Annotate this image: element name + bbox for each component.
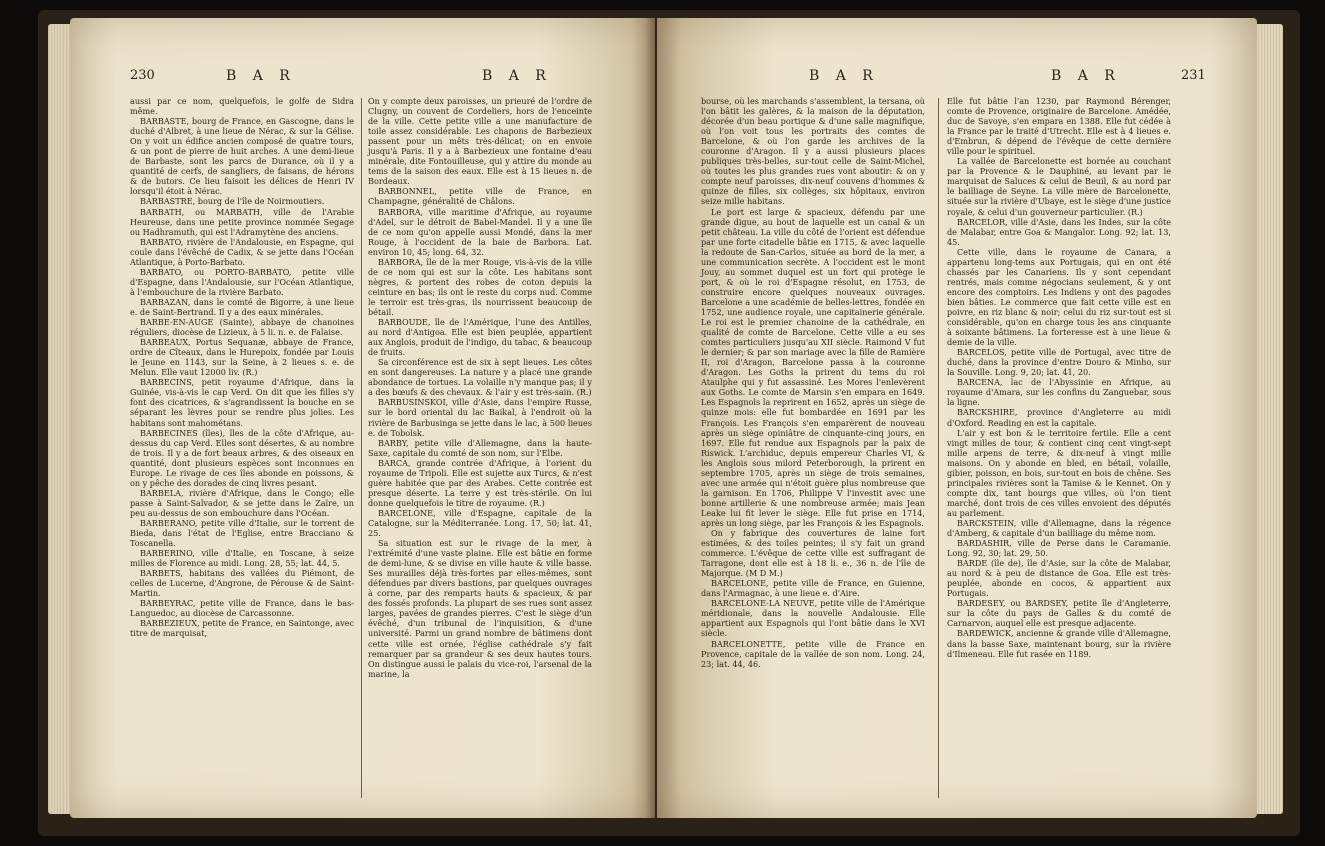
- dictionary-entry: BARCELONE, ville d'Espagne, capitale de la Catalogne, sur la Méditerranée. Long. 17, 50; lat. 41, 25.: [368, 507, 592, 539]
- dictionary-entry: BARCENA, lac de l'Abyssinie en Afrique, au royaume d'Amara, sur les confins du Zanguebar, sous la ligne.: [947, 377, 1171, 408]
- left-page-column-2: [368, 96, 592, 679]
- dictionary-entry: BARBOUDE, île de l'Amérique, l'une des Antilles, au nord d'Antigoa. Elle est bien peuplée, appartient aux Anglois, produit de l'indigo, du tabac, & beaucoup de fruits.: [368, 317, 592, 358]
- dictionary-entry: BARCELONE-LA NEUVE, petite ville de l'Amérique méridionale, dans la nouvelle Andalousie. Elle appartient aux Espagnols qui l'ont bâtie dans le XVI siècle.: [701, 598, 925, 639]
- dictionary-entry: BARBEZIEUX, petite de France, en Saintonge, avec titre de marquisat,: [130, 618, 354, 639]
- left-head-col2: B A R: [482, 68, 552, 84]
- dictionary-entry: BARBORA, île de la mer Rouge, vis-à-vis de la ville de ce nom qui est sur la côte. Les habitans sont nègres, & portent des robes de coton depuis la ceinture en bas; ils ont le reste du corps nud. Comme le terroir est très-gras, ils nourrissent beaucoup de bétail.: [368, 256, 592, 317]
- dictionary-entry: BARDESEY, ou BARDSEY, petite île d'Angleterre, sur la côte du pays de Galles & du comté de Carnarvon, auquel elle est presque adjacente.: [947, 598, 1171, 629]
- right-page-column-1: [701, 96, 925, 669]
- dictionary-entry: BARCELONETTE, petite ville de France en Provence, capitale de la vallée de son nom. Long. 24, 23; lat. 44, 46.: [701, 638, 925, 669]
- left-head-col1: B A R: [226, 68, 296, 84]
- dictionary-entry: Sa circonférence est de six à sept lieues. Les côtes en sont dangereuses. La nature y a placé une grande abondance de tortues. La volaille n'y manque pas; il y a des bœufs & des chevaux. & l'air y est très-sain. (R.): [368, 357, 592, 398]
- dictionary-entry: BARBEAUX, Portus Sequanæ, abbaye de France, ordre de Cîteaux, dans le Hurepoix, fondée par Louis le Jeune en 1143, sur la Seine, à 2 lieues s. e. de Melun. Elle vaut 12000 liv. (R.): [130, 337, 354, 378]
- dictionary-entry: BARBASTRE, bourg de l'île de Noirmoutiers.: [140, 196, 325, 207]
- dictionary-entry: aussi par ce nom, quelquefois, le golfe de Sidra même.: [130, 96, 354, 117]
- dictionary-entry: BARBEYRAC, petite ville de France, dans le bas-Languedoc, au diocèse de Carcassonne.: [130, 598, 354, 619]
- dictionary-entry: BARBE-EN-AUGE (Sainte), abbaye de chanoines réguliers, diocèse de Lizieux, à 5 li. n. e. de Falaise.: [130, 317, 354, 338]
- left-page-column-1: [130, 96, 354, 639]
- dictionary-entry: On y compte deux paroisses, un prieuré de l'ordre de Clugny, un couvent de Cordeliers, hors de l'enceinte de la ville. Cette petite ville a une manufacture de toile assez considérable. Les chapons de Barbezieux passent pour un mêts très-délicat; on en envoie jusqu'à Paris. Il y a à Barbezieux une fontaine d'eau minérale, dite Fontouilleuse, qui y attire du monde au tems de la saison des eaux. Elle est à 15 lieues n. de Bordeaux.: [368, 96, 592, 187]
- right-page-column-2: [947, 96, 1171, 659]
- dictionary-entry: La vallée de Barcelonette est bornée au couchant par la Provence & le Dauphiné, au levant par le marquisat de Saluces & celui de Beuil, & au nord par le bailliage de Seyne. La ville mère de Barcelonette, située sur la rivière d'Ubaye, est le siège d'une justice royale, & celui d'un gouverneur particulier. (R.): [947, 156, 1171, 217]
- right-page: [657, 18, 1257, 818]
- dictionary-entry: BARBAZAN, dans le comté de Bigorre, à une lieue e. de Saint-Bertrand. Il y a des eaux minérales.: [130, 296, 354, 317]
- left-page-number: 230: [130, 68, 155, 83]
- dictionary-entry: BARBECINES (îles), îles de la côte d'Afrique, au-dessus du cap Verd. Elles sont désertes, & au nombre de trois. Il y a de fort beaux arbres, & des oiseaux en quantité, dont plusieurs espèces sont inconnues en Europe. Le rivage de ces îles abonde en poissons, & on y pêche des dorades de cinq livres pesant.: [130, 427, 354, 488]
- right-head-col1: B A R: [809, 68, 879, 84]
- dictionary-entry: BARBORA, ville maritime d'Afrique, au royaume d'Adel, sur le détroit de Babel-Mandel. Il y a une île de ce nom qu'on appelle aussi Mondé, dans la mer Rouge, à l'occident de la baie de Barbora. Lat. environ 10, 45; long. 64, 32.: [368, 206, 592, 257]
- dictionary-entry: BARCA, grande contrée d'Afrique, à l'orient du royaume de Tripoli. Elle est sujette aux Turcs, & n'est guère habitée que par des Arabes. Cette contrée est presque déserte. La terre y est très-stérile. On lui donne quelquefois le titre de royaume. (R.): [368, 457, 592, 508]
- dictionary-entry: BARBATO, rivière de l'Andalousie, en Espagne, qui coule dans l'évêché de Cadix, & se jette dans l'Océan Atlantique, à Porto-Barbato.: [130, 236, 354, 267]
- dictionary-entry: BARCELOR, ville d'Asie, dans les Indes, sur la côte de Malabar, entre Goa & Mangalor. Long. 92; lat. 13, 45.: [947, 216, 1171, 247]
- dictionary-entry: BARBUSINSKOI, ville d'Asie, dans l'empire Russe, sur le bord oriental du lac Baikal, à l'endroit où la rivière de Barbusinga se jette dans le lac, à 500 lieues e. de Tobolsk.: [368, 397, 592, 438]
- dictionary-entry: Elle fut bâtie l'an 1230, par Raymond Bérenger, comte de Provence, originaire de Barcelone. Amédée, duc de Savoye, s'en empara en 1388. Elle fut cédée à la France par le traité d'Utrecht. Elle est à 4 lieues e. d'Embrun, & dépend de l'évêque de cette dernière ville pour le spirituel.: [947, 96, 1171, 157]
- dictionary-entry: On y fabrique des couvertures de laine fort estimées, & des toiles peintes; il s'y fait un grand commerce. L'évêque de cette ville est suffragant de Tarragone, dont elle est à 18 li. e., 36 n. de l'île de Majorque. (M D M.): [701, 528, 925, 579]
- dictionary-entry: BARCKSTEIN, ville d'Allemagne, dans la régence d'Amberg, & capitale d'un bailliage du même nom.: [947, 517, 1171, 539]
- dictionary-entry: BARBETS, habitans des vallées du Piémont, de celles de Lucerne, d'Angrone, de Pérouse & de Saint-Martin.: [130, 568, 354, 599]
- right-head-col2: B A R: [1051, 68, 1121, 84]
- dictionary-entry: BARBASTE, bourg de France, en Gascogne, dans le duché d'Albret, à une lieue de Nérac, & sur la Gélise. On y voit un édifice ancien composé de quatre tours, & un pont de pierre de huit arches. A une demi-lieue de Barbaste, sont les parcs de Durance, où il y a quantité de cerfs, de sangliers, de faisans, de hérons & de butors. Ce lieu faisoit les délices de Henri IV lorsqu'il étoit à Nérac.: [130, 116, 354, 197]
- dictionary-entry: BARBONNEL, petite ville de France, en Champagne, généralité de Châlons.: [368, 186, 592, 207]
- dictionary-entry: bourse, où les marchands s'assemblent, la tersana, où l'on bâtit les galères, & la maison de la députation, décorée d'un beau portique & d'une salle magnifique, où l'on voit tous les portraits des comtes de Barcelone, & où l'on garde les archives de la couronne d'Aragon. Il y a aussi plusieurs places publiques très-belles, sur-tout celle de Saint-Michel, où toutes les plus grandes rues vont aboutir: & on y compte neuf paroisses, dix-neuf couvens d'hommes & quinze de filles, six collèges, six hôpitaux, environ seize mille habitans.: [701, 96, 925, 207]
- dictionary-entry: BARCELOS, petite ville de Portugal, avec titre de duché, dans la province d'entre Douro & Minho, sur la Souville. Long. 9, 20; lat. 41, 20.: [947, 347, 1171, 378]
- page-edges-right: [1255, 24, 1283, 814]
- right-column-rule: [938, 98, 939, 798]
- left-page: [70, 18, 655, 818]
- dictionary-entry: Le port est large & spacieux, défendu par une grande digue, au bout de laquelle est un canal & un petit château. La ville du côté de l'orient est défendue par une forte citadelle bâtie en 1715, & avec laquelle la redoute de San-Carlos, située au bord de la mer, a une communication secrète. A l'occident est le mont Jouy, au sommet duquel est un fort qui protège le port, & où le roi d'Espagne résolut, en 1753, de construire encore quelques nouveaux ouvrages. Barcelone a une académie de belles-lettres, fondée en 1752, une audience royale, une capitainerie générale. Le roi est le premier chanoine de la cathédrale, en qualité de comte de Barcelone. Cette ville a eu ses comtes particuliers jusqu'au XII siècle. Raimond V fut le dernier; & par son mariage avec la fille de Ramière II, roi d'Aragon, Barcelone passa à la couronne d'Aragon. Les Goths la prirent du tems du roi Ataulphe qui y fut assassiné. Les Mores l'enlevèrent aux Goths. Le comte de Marsin s'en empara en 1649. Les Espagnols la reprirent en 1652, après un siège de quinze mois: elle fut bombardée en 1691 par les François. Les François s'en emparèrent de nouveau après un siège opiniâtre de cinquante-cinq jours, en 1697. Elle fut rendue aux Espagnols par la paix de Riswick. L'archiduc, depuis empereur Charles VI, & les Anglois sous milord Peterborough, la prirent en septembre 1705, après un siège de trois semaines, avec une armée qui n'étoit guère plus nombreuse que la garnison. En 1706, Philippe V l'investit avec une bonne artillerie & une nombreuse armée; mais Jean Leake lui fit lever le siège. Elle fut prise en 1714, après un long siège, par les François & les Espagnols.: [701, 206, 925, 528]
- dictionary-entry: BARBECINS, petit royaume d'Afrique, dans la Guinée, vis-à-vis le cap Verd. On dit que les filles s'y font des cicatrices, & s'agrandissent la bouche en se séparant les lèvres pour se rendre plus jolies. Les habitans sont mahométans.: [130, 377, 354, 428]
- left-column-rule: [361, 98, 362, 798]
- dictionary-entry: BARCELONE, petite ville de France, en Guienne, dans l'Armagnac, à une lieue e. d'Aire.: [701, 578, 925, 599]
- right-running-head: [711, 68, 1211, 92]
- dictionary-entry: BARBELA, rivière d'Afrique, dans le Congo; elle passe à Saint-Salvador, & se jette dans le Zaïre, un peu au-dessus de son embouchure dans l'Océan.: [130, 487, 354, 518]
- dictionary-entry: BARBY, petite ville d'Allemagne, dans la haute-Saxe, capitale du comté de son nom, sur l'Elbe.: [368, 437, 592, 458]
- dictionary-entry: BARDEWICK, ancienne & grande ville d'Allemagne, dans la basse Saxe, maintenant bourg, sur la rivière d'Ilmeneau. Elle fut rasée en 1189.: [947, 628, 1171, 659]
- dictionary-entry: Sa situation est sur le rivage de la mer, à l'extrémité d'une vaste plaine. Elle est bâtie en forme de demi-lune, & se divise en ville haute & ville basse. Ses murailles déjà très-fortes par elles-mêmes, sont défendues par divers bastions, par quelques ouvrages à corne, par des remparts hauts & spacieux, & par des fossés profonds. La plupart de ses rues sont assez larges, pavées de grandes pierres. C'est le siège d'un évêché, d'un tribunal de l'inquisition, & d'une université. Parmi un grand nombre de bâtimens dont cette ville est ornée, l'église cathédrale s'y fait remarquer par sa grandeur & ses deux hautes tours. On distingue aussi le palais du vice-roi, l'arsenal de la marine, la: [368, 538, 592, 679]
- dictionary-entry: BARCKSHIRE, province d'Angleterre au midi d'Oxford. Reading en est la capitale.: [947, 407, 1171, 428]
- dictionary-entry: BARBATH, ou MARBATH, ville de l'Arabie Heureuse, dans une petite province nommée Segage ou Hadhramuth, qui est l'Adramytène des anciens.: [130, 206, 354, 237]
- dictionary-entry: BARDASHIR, ville de Perse dans le Caramanie. Long. 92, 30; lat. 29, 50.: [947, 538, 1171, 559]
- right-page-number: 231: [1181, 68, 1206, 83]
- dictionary-entry: BARDE (île de), île d'Asie, sur la côte de Malabar, au nord & à peu de distance de Goa. Elle est très-peuplée, abonde en cocos, & appartient aux Portugais.: [947, 558, 1171, 599]
- dictionary-entry: Cette ville, dans le royaume de Canara, a appartenu long-tems aux Portugais, qui en ont été chassés par les Canariens. Ils y sont cependant rentrés, mais comme négocians seulement, & y ont encore des comptoirs. Les Indiens y ont des pagodes bien bâties. Le commerce que fait cette ville est en poivre, en riz blanc & noir; celui du riz sur-tout est si considérable, qu'on en charge tous les ans cinquante à soixante bâtimens. La forteresse est à une lieue & demie de la ville.: [947, 246, 1171, 348]
- left-running-head: [130, 68, 610, 92]
- dictionary-entry: BARBERANO, petite ville d'Italie, sur le torrent de Bieda, dans l'état de l'Eglise, entre Bracciano & Toscanella.: [130, 517, 354, 549]
- dictionary-entry: BARBATO, ou PORTO-BARBATO, petite ville d'Espagne, dans l'Andalousie, sur l'Océan Atlantique, à l'embouchure de la rivière Barbato.: [130, 266, 354, 297]
- dictionary-entry: BARBERINO, ville d'Italie, en Toscane, à seize milles de Florence au midi. Long. 28, 55; lat. 44, 5.: [130, 548, 354, 569]
- dictionary-entry: L'air y est bon & le territoire fertile. Elle a cent vingt milles de tour, & contient cinq cent vingt-sept mille arpens de terre, & dix-neuf à vingt mille maisons. On y abonde en bled, en bétail, volaille, gibier, poisson, en bois, sur-tout en bois de chêne. Ses principales rivières sont la Tamise & le Kennet. On y compte dix, tant bourgs que villes, où l'on tient marché, dont trois de ces villes envoient des députés au parlement.: [947, 427, 1171, 518]
- page-edges-left: [48, 24, 72, 814]
